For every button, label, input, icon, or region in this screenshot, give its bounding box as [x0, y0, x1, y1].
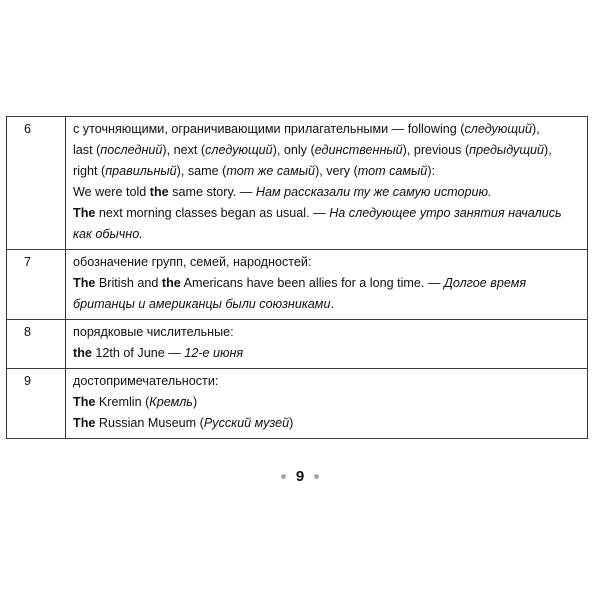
translation-italic: следующий: [464, 122, 533, 136]
row-number: 9: [7, 369, 66, 439]
article-bold: the: [73, 346, 92, 360]
text-run: ), same (: [176, 164, 227, 178]
text-run: ),: [544, 143, 552, 157]
text-run: Americans have been allies for a long time. —: [180, 276, 444, 290]
translation-italic: единственный: [314, 143, 403, 157]
text-line: [73, 140, 583, 161]
text-line: [73, 203, 583, 224]
text-run: обозначение групп, семей, народностей:: [73, 255, 312, 269]
text-run: достопримечательности:: [73, 374, 219, 388]
text-run: Russian Museum (: [95, 416, 204, 430]
text-line: [73, 413, 583, 434]
page-dot-right: [314, 474, 319, 479]
rules-table: [6, 116, 588, 439]
text-line: [73, 182, 583, 203]
text-run: .: [330, 297, 334, 311]
row-content: [66, 117, 588, 250]
translation-italic: Долгое время: [443, 276, 527, 290]
text-line: [73, 343, 583, 364]
text-line: [73, 392, 583, 413]
text-run: ), next (: [162, 143, 206, 157]
translation-italic: следующий: [205, 143, 273, 157]
text-line: [73, 322, 583, 343]
page-dot-left: [281, 474, 286, 479]
text-run: 12th of June —: [91, 346, 185, 360]
text-run: ): [289, 416, 294, 430]
text-run: We were told: [73, 185, 150, 199]
article-bold: The: [73, 395, 96, 409]
translation-italic: На следующее утро занятия начались: [329, 206, 562, 220]
text-line: [73, 252, 583, 273]
row-number: 6: [7, 117, 66, 250]
translation-italic: последний: [100, 143, 163, 157]
text-run: ): [192, 395, 198, 409]
text-run: ), very (: [315, 164, 358, 178]
page-number: 9: [295, 468, 305, 485]
text-run: с уточняющими, ограничивающими прилагательными — following (: [73, 122, 465, 136]
article-bold: the: [161, 276, 181, 290]
article-bold: The: [73, 416, 96, 430]
text-run: right (: [73, 164, 106, 178]
table-row: [7, 320, 588, 369]
text-run: Kremlin (: [95, 395, 150, 409]
translation-italic: Кремль: [149, 395, 193, 409]
translation-italic: тот самый: [357, 164, 428, 178]
row-content: [66, 320, 588, 369]
article-bold: The: [73, 276, 96, 290]
translation-italic: правильный: [105, 164, 177, 178]
article-bold: the: [149, 185, 169, 199]
row-number: 8: [7, 320, 66, 369]
translation-italic: британцы и американцы были союзниками: [73, 297, 331, 311]
text-run: ),: [532, 122, 540, 136]
table-row: [7, 369, 588, 439]
text-line: [73, 119, 583, 140]
translation-italic: тот же самый: [226, 164, 316, 178]
text-run: порядковые числительные:: [73, 325, 234, 339]
text-line: [73, 371, 583, 392]
table-row: [7, 117, 588, 250]
page-footer: [0, 467, 600, 487]
translation-italic: 12-е июня: [184, 346, 244, 360]
text-run: ), only (: [272, 143, 315, 157]
row-content: [66, 369, 588, 439]
rules-table-body: [7, 117, 588, 439]
table-row: [7, 250, 588, 320]
article-bold: The: [73, 206, 96, 220]
text-line: [73, 273, 583, 294]
text-run: next morning classes began as usual. —: [95, 206, 330, 220]
translation-italic: Русский музей: [203, 416, 290, 430]
text-line: [73, 161, 583, 182]
row-content: [66, 250, 588, 320]
translation-italic: как обычно.: [73, 227, 143, 241]
text-run: ), previous (: [402, 143, 470, 157]
text-line: [73, 224, 583, 245]
translation-italic: предыдущий: [469, 143, 545, 157]
text-run: last (: [73, 143, 101, 157]
translation-italic: Нам рассказали ту же самую историю.: [255, 185, 492, 199]
text-line: [73, 294, 583, 315]
text-run: same story. —: [168, 185, 256, 199]
row-number: 7: [7, 250, 66, 320]
text-run: ):: [427, 164, 436, 178]
text-run: British and: [95, 276, 162, 290]
